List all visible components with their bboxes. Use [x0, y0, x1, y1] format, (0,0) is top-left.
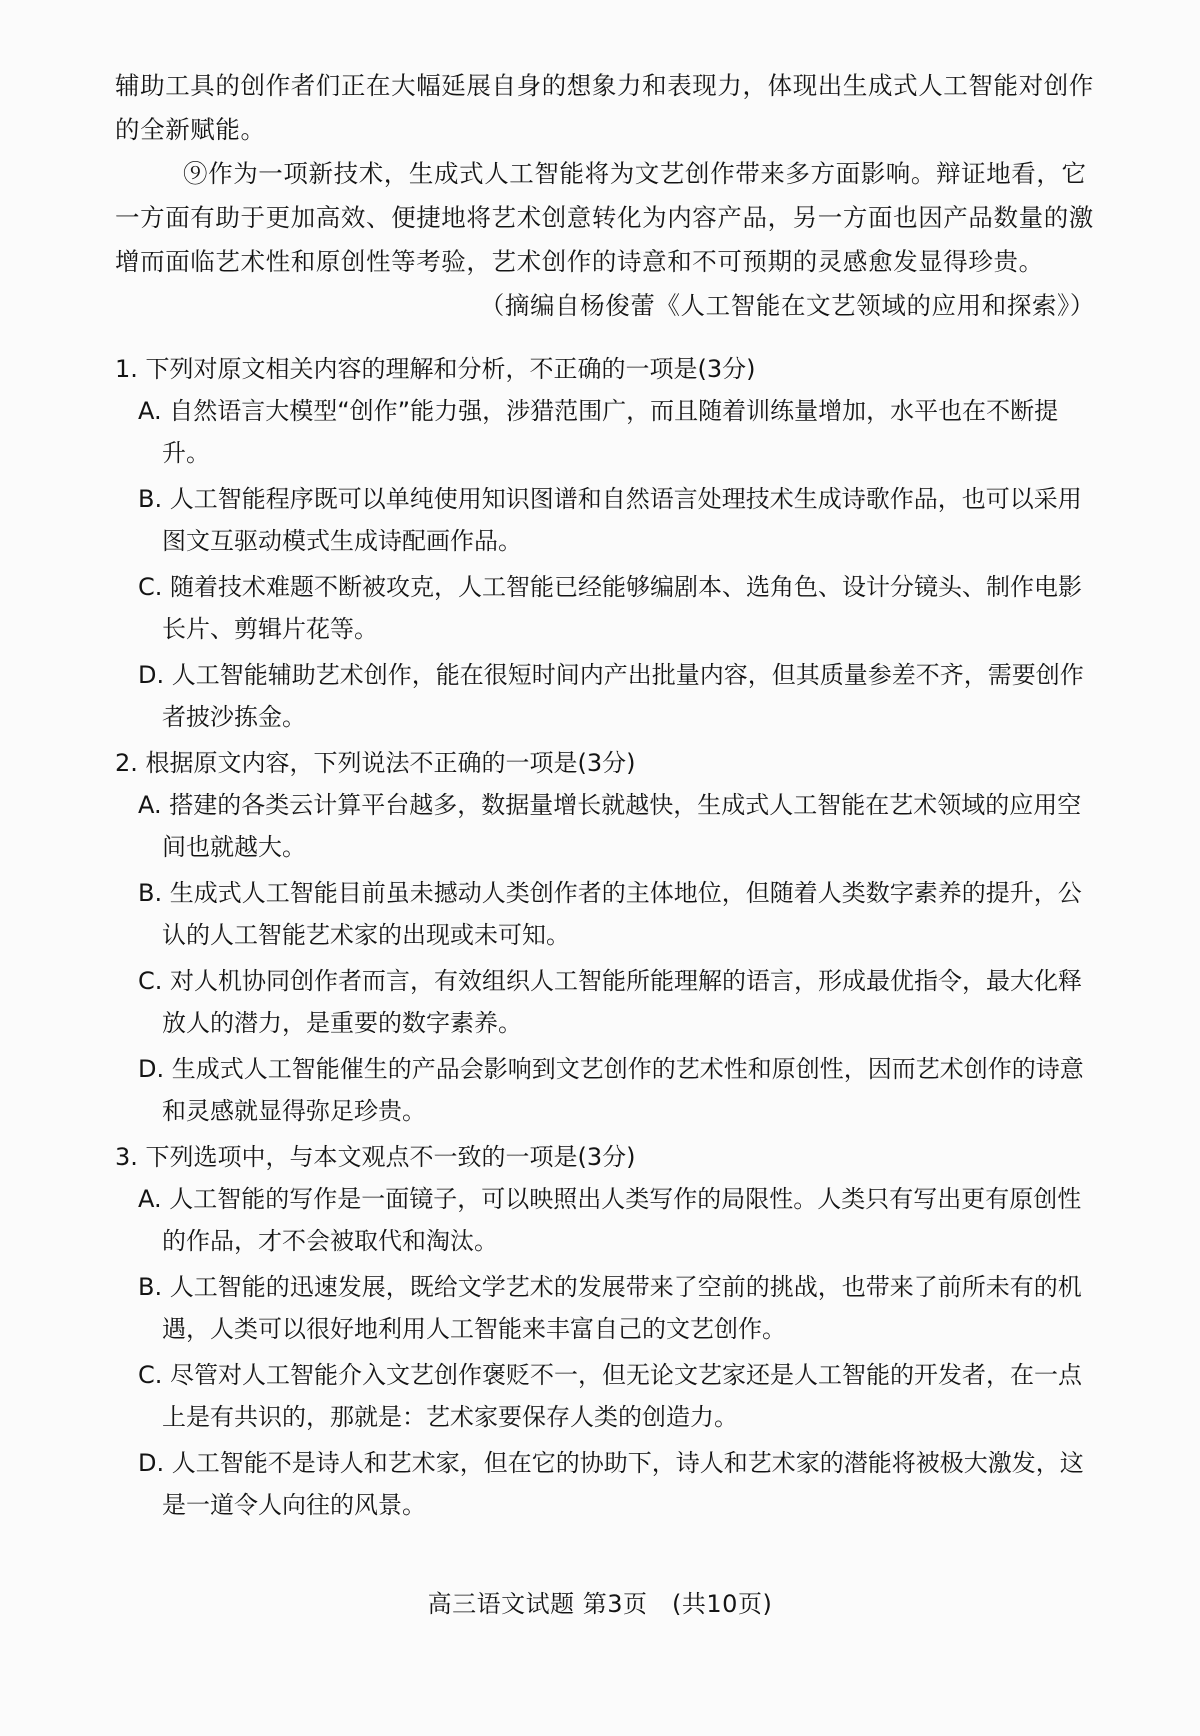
- question-1: [115, 348, 1100, 738]
- question-list: [115, 348, 1100, 1530]
- page-footer: 高三语文试题 第3页 (共10页): [427, 1590, 773, 1618]
- question-2: [115, 742, 1100, 1132]
- option-a: A. 人工智能的写作是一面镜子，可以映照出人类写作的局限性。人类只有写出更有原创性的作品，才不会被取代和淘汰。: [138, 1185, 1082, 1255]
- option-c: C. 随着技术难题不断被攻克，人工智能已经能够编剧本、选角色、设计分镜头、制作电影长片、剪辑片花等。: [138, 573, 1083, 643]
- option-b: B. 生成式人工智能目前虽未撼动人类创作者的主体地位，但随着人类数字素养的提升，公认的人工智能艺术家的出现或未可知。: [138, 879, 1082, 949]
- question-stem: 2. 根据原文内容，下列说法不正确的一项是(3分): [115, 749, 636, 777]
- option-d: D. 人工智能不是诗人和艺术家，但在它的协助下，诗人和艺术家的潜能将被极大激发，这是一道令人向往的风景。: [138, 1449, 1084, 1519]
- option-d: D. 人工智能辅助艺术创作，能在很短时间内产出批量内容，但其质量参差不齐，需要创作者披沙拣金。: [138, 661, 1084, 731]
- passage-paragraph-9: ⑨作为一项新技术，生成式人工智能将为文艺创作带来多方面影响。辩证地看，它一方面有助于更加高效、便捷地将艺术创意转化为内容产品，另一方面也因产品数量的激增而面临艺术性和原创性等考验，艺术创作的诗意和不可预期的灵感愈发显得珍贵。: [115, 159, 1094, 276]
- option-d: D. 生成式人工智能催生的产品会影响到文艺创作的艺术性和原创性，因而艺术创作的诗意和灵感就显得弥足珍贵。: [138, 1055, 1084, 1125]
- option-c: C. 对人机协同创作者而言，有效组织人工智能所能理解的语言，形成最优指令，最大化释放人的潜力，是重要的数字素养。: [138, 967, 1083, 1037]
- option-b: B. 人工智能的迅速发展，既给文学艺术的发展带来了空前的挑战，也带来了前所未有的机遇，人类可以很好地利用人工智能来丰富自己的文艺创作。: [138, 1273, 1082, 1343]
- option-c: C. 尽管对人工智能介入文艺创作褒贬不一，但无论文艺家还是人工智能的开发者，在一点上是有共识的，那就是：艺术家要保存人类的创造力。: [138, 1361, 1083, 1431]
- passage-continuation: 辅助工具的创作者们正在大幅延展自身的想象力和表现力，体现出生成式人工智能对创作的全新赋能。: [115, 71, 1094, 144]
- option-a: A. 自然语言大模型“创作”能力强，涉猎范围广，而且随着训练量增加，水平也在不断提升。: [138, 397, 1059, 467]
- reading-passage: [115, 64, 1095, 328]
- passage-source: （摘编自杨俊蕾《人工智能在文艺领域的应用和探索》）: [479, 291, 1095, 320]
- question-3: [115, 1136, 1100, 1526]
- question-stem: 1. 下列对原文相关内容的理解和分析，不正确的一项是(3分): [115, 355, 756, 383]
- option-a: A. 搭建的各类云计算平台越多，数据量增长就越快，生成式人工智能在艺术领域的应用空间也就越大。: [138, 791, 1082, 861]
- question-stem: 3. 下列选项中，与本文观点不一致的一项是(3分): [115, 1143, 636, 1171]
- option-b: B. 人工智能程序既可以单纯使用知识图谱和自然语言处理技术生成诗歌作品，也可以采用图文互驱动模式生成诗配画作品。: [138, 485, 1082, 555]
